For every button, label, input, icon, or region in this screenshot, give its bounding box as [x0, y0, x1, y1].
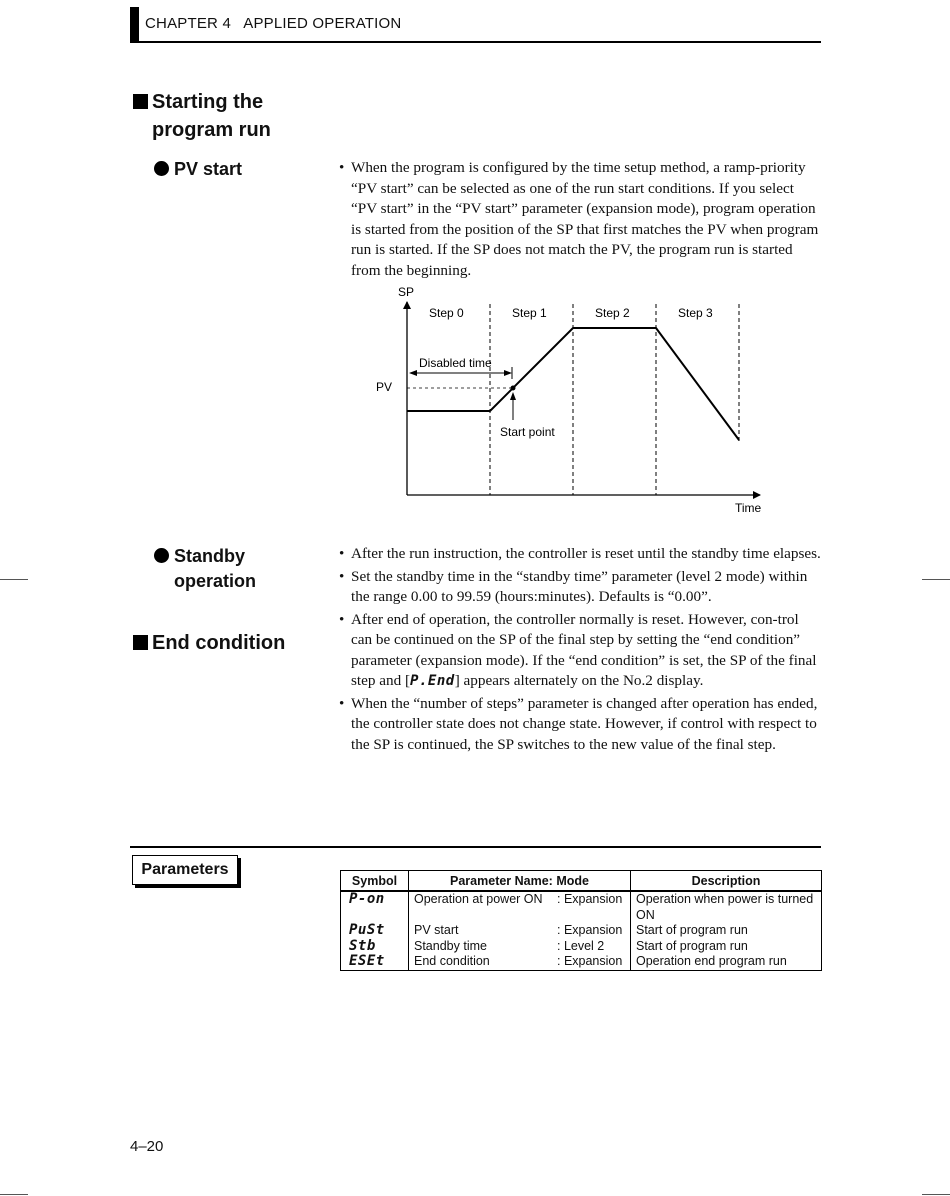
square-bullet-icon: [133, 635, 148, 650]
pv-start-text: When the program is configured by the time setup method, a ramp-priority “PV start” can be selected as one of the run start conditions. If you select “PV start” in the “PV start” parameter (expansion mode), program operation is started from the position of the SP that first matches the PV when program run is started. If the SP does not match the PV, the program run is started from the beginning.: [351, 159, 819, 279]
pv-start-heading-text: PV start: [174, 159, 243, 179]
crop-mark-left: [0, 579, 28, 580]
p-end-symbol: P.End: [410, 673, 455, 689]
param-mode: : Level 2: [557, 938, 605, 953]
symbol-cell: Stb: [349, 937, 376, 954]
step-label-2: Step 2: [595, 306, 630, 320]
parameters-label: Parameters: [132, 855, 238, 885]
table-row: [341, 923, 822, 939]
end-condition-bullet-2-text: When the “number of steps” parameter is changed after operation has ended, the controller state does not change state. However, if control with respect to the SP is continued, the SP switches to the new value of the final step.: [351, 694, 818, 753]
crop-mark-bottom-right: [922, 1194, 950, 1195]
section-title-line1: Starting the: [152, 91, 264, 113]
disabled-time-label: Disabled time: [419, 356, 492, 370]
param-description: Start of program run: [631, 923, 822, 939]
end-bullet-1-text-a: After end of operation, the controller normally is reset. However, con-trol can be continued on the SP of the final step by setting the “end condition” parameter (expansion mode). If the “end condition” is set, the SP of the final step and [: [351, 610, 817, 689]
end-condition-bullet-1: [339, 610, 822, 692]
table-row: [341, 954, 822, 970]
x-axis-label: Time: [735, 501, 762, 515]
header-rule: [130, 41, 821, 43]
param-name: PV start: [414, 923, 459, 937]
crop-mark-right: [922, 579, 950, 580]
table-row: [341, 939, 822, 955]
end-bullet-1-text-b: ] appears alternately on the No.2 display.: [454, 672, 704, 689]
step-label-0: Step 0: [429, 306, 464, 320]
standby-heading-line2: operation: [174, 571, 257, 591]
param-name: Operation at power ON: [414, 892, 543, 906]
pv-start-diagram: [360, 282, 780, 522]
section-title-line2: program run: [152, 119, 271, 141]
page-number: 4–20: [130, 1138, 164, 1155]
table-header-row: [341, 871, 822, 892]
param-description: Operation when power is turned ON: [631, 891, 822, 923]
circle-bullet-icon: [154, 548, 169, 563]
param-mode: : Expansion: [557, 892, 623, 906]
symbol-cell: ESEt: [349, 953, 385, 969]
step-label-1: Step 1: [512, 306, 547, 320]
circle-bullet-icon: [154, 161, 169, 176]
standby-bullet-2-text: Set the standby time in the “standby time” parameter (level 2 mode) within the range 0.00 to 99.59 (hours:minutes). Defaults is “0.00”.: [351, 567, 808, 605]
symbol-cell: PuSt: [349, 922, 385, 938]
end-condition-bullet-2: [339, 694, 822, 756]
parameters-table: [340, 870, 822, 971]
table-row: [341, 891, 822, 923]
y-axis-label: SP: [398, 285, 415, 299]
arrow-right-icon: [504, 370, 512, 376]
arrow-up-icon: [510, 392, 516, 400]
col-header-description: Description: [631, 871, 822, 892]
standby-end-bullets: [339, 544, 822, 755]
param-description: Start of program run: [631, 939, 822, 955]
standby-bullet-1: [339, 544, 822, 565]
pv-start-heading: [154, 157, 242, 182]
standby-bullet-1-text: After the run instruction, the controller is reset until the standby time elapses.: [351, 545, 821, 562]
header-bar: [130, 7, 139, 42]
standby-bullet-2: [339, 567, 822, 608]
param-name: End condition: [414, 954, 490, 968]
standby-heading: [154, 544, 256, 594]
square-bullet-icon: [133, 94, 148, 109]
param-mode: : Expansion: [557, 954, 623, 968]
param-mode: : Expansion: [557, 923, 623, 937]
arrow-left-icon: [409, 370, 417, 376]
standby-heading-line1: Standby: [174, 546, 246, 566]
step-label-3: Step 3: [678, 306, 713, 320]
symbol-cell: P-on: [349, 891, 385, 907]
col-header-name: Parameter Name: Mode: [409, 871, 631, 892]
pv-start-paragraph: [339, 158, 823, 281]
end-condition-heading: [133, 629, 285, 657]
section-separator: [130, 846, 821, 848]
crop-mark-bottom-left: [0, 1194, 28, 1195]
start-point-label: Start point: [500, 425, 555, 439]
end-condition-heading-text: End condition: [152, 632, 286, 654]
chapter-title: CHAPTER 4 APPLIED OPERATION: [145, 15, 402, 32]
col-header-symbol: Symbol: [341, 871, 409, 892]
start-point-dot: [511, 386, 516, 391]
param-description: Operation end program run: [631, 954, 822, 970]
pv-label: PV: [376, 380, 393, 394]
section-heading-starting: [133, 88, 271, 144]
param-name: Standby time: [414, 938, 487, 953]
